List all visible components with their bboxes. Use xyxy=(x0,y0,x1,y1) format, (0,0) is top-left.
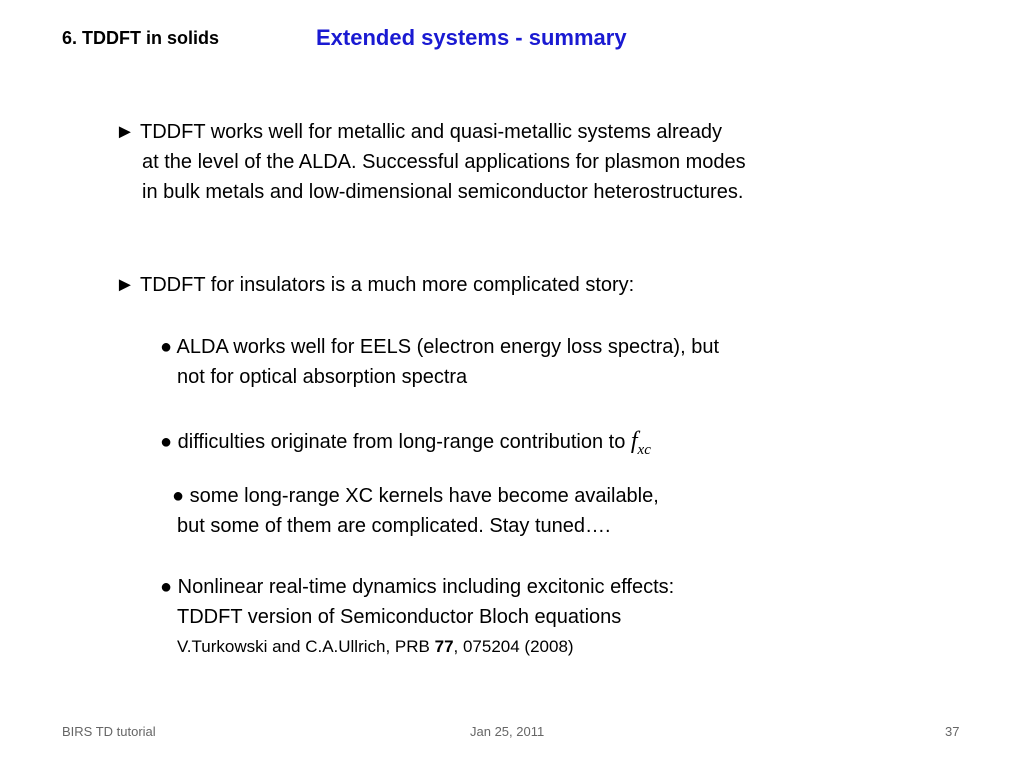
dot-bullet-icon: ● xyxy=(160,431,173,453)
fxc-symbol: $f_{xc}$ xyxy=(630,428,651,458)
dot-bullet-icon: ● xyxy=(160,336,173,358)
arrow-bullet-icon: ► xyxy=(115,274,135,296)
dot-bullet-icon: ● xyxy=(172,485,185,507)
bullet-line xyxy=(160,572,674,602)
footer-date: Jan 25, 2011 xyxy=(470,724,545,739)
subbullet-alda-eels xyxy=(160,332,719,392)
bullet-text: TDDFT works well for metallic and quasi-metallic systems already xyxy=(140,121,723,143)
bullet-line: TDDFT version of Semiconductor Bloch equations xyxy=(177,606,622,628)
bullet-line xyxy=(115,117,746,147)
bullet-insulators xyxy=(115,270,634,300)
bullet-text: ALDA works well for EELS (electron energy loss spectra), but xyxy=(176,336,719,358)
subbullet-long-range xyxy=(160,426,651,465)
bullet-line: at the level of the ALDA. Successful applications for plasmon modes xyxy=(142,151,746,173)
dot-bullet-icon: ● xyxy=(160,576,173,598)
bullet-metallic-systems xyxy=(115,117,746,207)
bullet-line: but some of them are complicated. Stay tuned…. xyxy=(177,515,611,537)
arrow-bullet-icon: ► xyxy=(115,121,135,143)
bullet-line xyxy=(160,332,719,362)
subbullet-nonlinear xyxy=(160,572,674,632)
bullet-text: difficulties originate from long-range contribution to xyxy=(177,431,626,453)
footer-left: BIRS TD tutorial xyxy=(62,724,156,739)
bullet-line xyxy=(172,481,659,511)
section-label: 6. TDDFT in solids xyxy=(62,28,220,48)
slide-title: Extended systems - summary xyxy=(316,25,627,50)
bullet-text: some long-range XC kernels have become available, xyxy=(189,485,659,507)
subbullet-xc-kernels xyxy=(172,481,659,541)
bullet-line: not for optical absorption spectra xyxy=(177,366,468,388)
bullet-text: Nonlinear real-time dynamics including excitonic effects: xyxy=(177,576,675,598)
bullet-text: TDDFT for insulators is a much more complicated story: xyxy=(140,274,635,296)
reference-volume: 77 xyxy=(434,637,454,656)
bullet-line: in bulk metals and low-dimensional semiconductor heterostructures. xyxy=(142,181,744,203)
page-number: 37 xyxy=(945,724,960,739)
reference-citation: V.Turkowski and C.A.Ullrich, PRB 77, 075204 (2008) xyxy=(177,637,574,656)
